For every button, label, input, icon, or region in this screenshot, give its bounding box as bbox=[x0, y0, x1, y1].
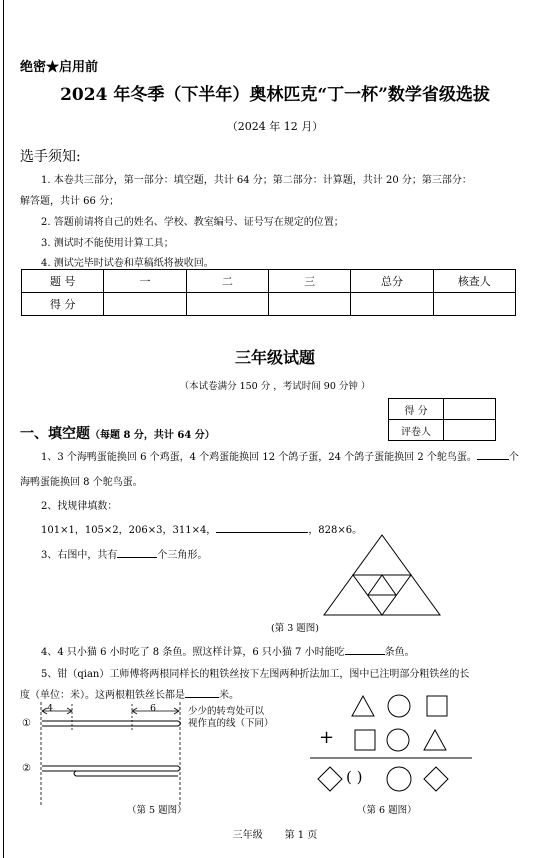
grader-score-label: 得 分 bbox=[389, 399, 444, 420]
question-1-answer-blank[interactable] bbox=[477, 448, 509, 460]
question-4-text-a: 4、4 只小猫 6 小时吃了 8 条鱼。照这样计算，6 只小猫 7 小时能吃 bbox=[41, 647, 345, 658]
exam-title: 2024 年冬季（下半年）奥林匹克“丁一杯”数学省级选拔 bbox=[60, 85, 490, 105]
score-table-header: 三 bbox=[268, 270, 350, 293]
question-4-text bbox=[41, 643, 415, 658]
circle-shape bbox=[388, 695, 410, 717]
wire-1 bbox=[42, 721, 181, 726]
notice-rule-1b: 解答题，共计 66 分； bbox=[20, 196, 120, 207]
dimension-label-4: 4 bbox=[47, 703, 54, 714]
question-4-answer-blank[interactable] bbox=[345, 643, 385, 655]
diamond-shape bbox=[424, 767, 448, 791]
triangle-shape bbox=[424, 730, 446, 750]
notice-rule-4: 4. 测试完毕时试卷和草稿纸将被收回。 bbox=[41, 258, 214, 269]
grader-score-cell[interactable] bbox=[444, 399, 496, 420]
question-2-sequence bbox=[41, 521, 362, 536]
question-5-line-1: 5、钳（qian）工师傅将两根同样长的粗铁丝按下左图两种折法加工，图中已注明部分粗铁丝的长 bbox=[41, 669, 470, 680]
question-2-prompt: 2、找规律填数： bbox=[41, 501, 118, 512]
wire-2-marker: ② bbox=[22, 763, 31, 774]
section-title: 一、填空题 bbox=[20, 426, 90, 442]
grader-name-label: 评卷人 bbox=[389, 420, 444, 441]
score-table-header: 核查人 bbox=[433, 270, 515, 293]
score-table-header: 一 bbox=[104, 270, 186, 293]
question-5-answer-blank[interactable] bbox=[185, 686, 219, 698]
score-cell[interactable] bbox=[351, 293, 433, 316]
score-table-header: 题 号 bbox=[22, 270, 104, 293]
question-6-shapes-figure bbox=[310, 690, 520, 802]
section-note: （每题 8 分，共计 64 分） bbox=[90, 430, 215, 441]
question-3-text-a: 3、右图中，共有 bbox=[41, 550, 118, 561]
exam-date: （2024 年 12 月） bbox=[226, 120, 324, 133]
score-cell[interactable] bbox=[433, 293, 515, 316]
grader-name-cell[interactable] bbox=[444, 420, 496, 441]
score-table bbox=[21, 269, 516, 316]
score-table-header: 总分 bbox=[351, 270, 433, 293]
question-1-line-2: 海鸭蛋能换回 8 个鸵鸟蛋。 bbox=[20, 477, 143, 488]
question-1-line-1 bbox=[41, 448, 519, 463]
paper-title: 三年级试题 bbox=[234, 348, 315, 367]
question-3-text-b: 个三角形。 bbox=[157, 550, 208, 561]
wire-2-fold bbox=[74, 771, 178, 776]
question-5-text-a: 度（单位：米）。这两根粗铁丝长都是 bbox=[20, 690, 185, 701]
square-shape bbox=[355, 730, 375, 750]
question-5-text-b: 米。 bbox=[219, 690, 239, 701]
page-footer bbox=[0, 826, 550, 841]
square-shape bbox=[427, 696, 447, 716]
plus-sign: + bbox=[319, 727, 335, 748]
score-table-header-row bbox=[22, 270, 516, 293]
notice-rule-1a: 1. 本卷共三部分，第一部分：填空题，共计 64 分；第二部分：计算题，共计 20 分；第三部分： bbox=[41, 175, 472, 186]
question-6-caption: （第 6 题图） bbox=[357, 805, 417, 816]
question-5-note-2: 视作直的线（下同） bbox=[188, 718, 274, 729]
question-3-text bbox=[41, 546, 207, 561]
circle-shape bbox=[387, 729, 409, 751]
question-3-triangle-figure bbox=[322, 533, 442, 617]
question-3-answer-blank[interactable] bbox=[117, 546, 157, 558]
dimension-label-6: 6 bbox=[150, 703, 157, 714]
small-triangle bbox=[368, 575, 396, 595]
question-3-caption: (第 3 题图) bbox=[271, 623, 319, 634]
question-5-line-2 bbox=[20, 686, 239, 701]
question-2-seq-end: ，828×6。 bbox=[308, 525, 363, 536]
triangle-shape bbox=[352, 696, 374, 716]
notice-rule-2: 2. 答题前请将自己的姓名、学校、教室编号、证号写在规定的位置； bbox=[41, 217, 344, 228]
question-4-text-b: 条鱼。 bbox=[384, 647, 415, 658]
paper-subtitle: （本试卷满分 150 分 ，考试时间 90 分钟 ） bbox=[179, 381, 371, 392]
notice-rule-3: 3. 测试时不能使用计算工具； bbox=[41, 238, 174, 249]
score-table-score-row bbox=[22, 293, 516, 316]
score-cell[interactable] bbox=[104, 293, 186, 316]
footer-grade: 三年级 bbox=[232, 830, 263, 841]
score-cell[interactable] bbox=[186, 293, 268, 316]
question-1-tail: 个 bbox=[508, 452, 519, 463]
footer-page-number: 第 1 页 bbox=[284, 830, 318, 841]
question-1-text: 1、3 个海鸭蛋能换回 6 个鸡蛋，4 个鸡蛋能换回 12 个鸽子蛋，24 个鸽子蛋能换回 2 个鸵鸟蛋。 bbox=[41, 452, 477, 463]
question-5-caption: （第 5 题图） bbox=[127, 805, 187, 816]
score-cell[interactable] bbox=[268, 293, 350, 316]
circle-shape bbox=[387, 767, 411, 791]
grader-box bbox=[388, 398, 496, 441]
diamond-shape bbox=[318, 767, 342, 791]
score-row-label: 得 分 bbox=[22, 293, 104, 316]
score-table-header: 二 bbox=[186, 270, 268, 293]
wire-1-marker: ① bbox=[22, 718, 31, 729]
wire-2-outer bbox=[42, 766, 180, 771]
notice-heading: 选手须知: bbox=[20, 149, 81, 165]
answer-parentheses[interactable]: ( ) bbox=[346, 768, 363, 786]
question-2-answer-blank[interactable] bbox=[216, 521, 308, 533]
confidential-label: 绝密★启用前 bbox=[20, 60, 99, 75]
question-5-note-1: 少少的转弯处可以 bbox=[188, 706, 265, 717]
section-heading bbox=[20, 423, 215, 443]
question-2-seq-text: 101×1，105×2，206×3，311×4， bbox=[41, 525, 217, 536]
